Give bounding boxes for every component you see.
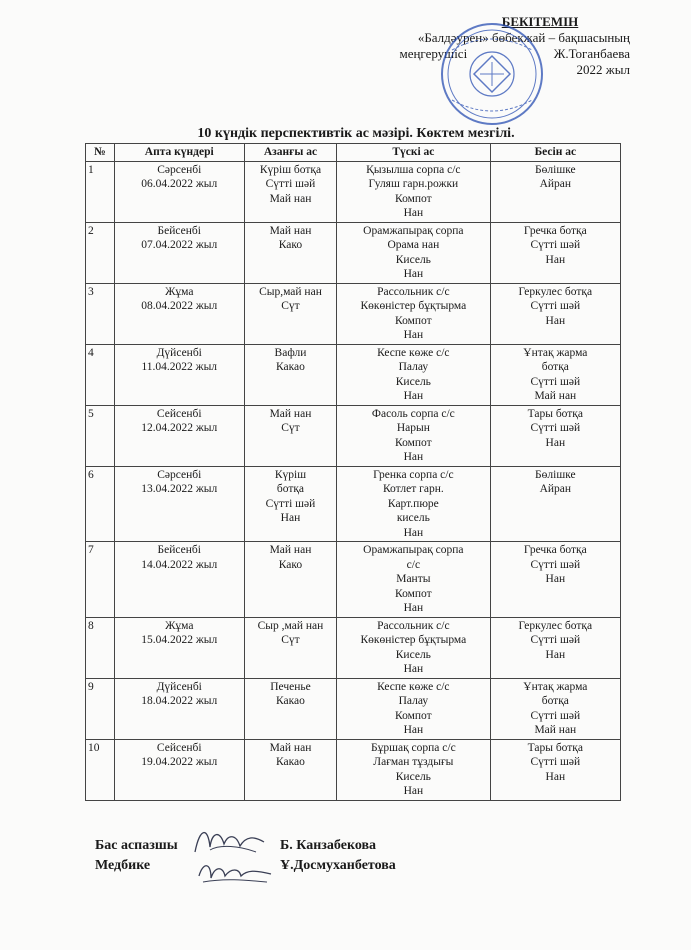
cell-line: Нан xyxy=(403,785,424,797)
signature-role: Медбике xyxy=(95,858,151,873)
cell-line: Көкөністер бұқтырма xyxy=(360,634,467,646)
approval-line-1: «Балдәурен» бөбекжай – бақшасының xyxy=(417,30,630,45)
cell-snack xyxy=(490,405,620,466)
cell-line: Нан xyxy=(403,451,424,463)
table-row xyxy=(86,405,621,466)
table-header-row xyxy=(86,144,621,162)
cell-line: Нан xyxy=(403,329,424,341)
cell-line: Котлет гарн. xyxy=(382,483,444,495)
cell-number: 4 xyxy=(86,344,115,405)
cell-line: Какао xyxy=(276,695,305,707)
cell-line: Жұма xyxy=(165,285,194,298)
cell-snack xyxy=(490,542,620,618)
cell-line: Нан xyxy=(403,724,424,736)
table-row xyxy=(86,466,621,542)
cell-line: Тары ботқа xyxy=(527,407,584,420)
menu-table xyxy=(85,143,621,801)
cell-line: Манты xyxy=(396,573,431,585)
cell-line: Көкөністер бұқтырма xyxy=(360,300,467,312)
cell-line: Како xyxy=(278,558,303,571)
cell-line: Сыр,май нан xyxy=(259,285,322,298)
cell-line: Кисель xyxy=(395,648,431,661)
cell-breakfast xyxy=(244,678,336,739)
cell-line: 13.04.2022 жыл xyxy=(141,483,218,495)
cell-line: Нан xyxy=(403,602,424,614)
cell-line: Кеспе көже с/с xyxy=(377,346,450,359)
col-number: № xyxy=(86,144,115,162)
cell-line: Какао xyxy=(276,361,305,373)
cell-breakfast xyxy=(244,222,336,283)
table-row xyxy=(86,344,621,405)
cell-lunch xyxy=(337,283,491,344)
cell-line: Май нан xyxy=(534,724,577,736)
cell-snack xyxy=(490,678,620,739)
cell-breakfast xyxy=(244,617,336,678)
cell-line: Дүйсенбі xyxy=(156,346,202,359)
cell-line: Како xyxy=(278,239,303,251)
cell-line: Қызылша сорпа с/с xyxy=(366,163,461,176)
cell-line: кисель xyxy=(396,512,430,524)
cell-lunch xyxy=(337,222,491,283)
cell-breakfast xyxy=(244,344,336,405)
cell-line: Вафли xyxy=(274,346,307,359)
table-row xyxy=(86,739,621,800)
table-row xyxy=(86,161,621,222)
cell-number: 2 xyxy=(86,222,115,283)
cell-line: Гренка сорпа с/с xyxy=(373,468,454,481)
table-row xyxy=(86,222,621,283)
cell-line: Карт.пюре xyxy=(387,497,439,510)
cell-day xyxy=(114,739,244,800)
cell-day xyxy=(114,344,244,405)
cell-lunch xyxy=(337,617,491,678)
cell-line: Нан xyxy=(403,526,424,539)
signature-name: Б. Канзабекова xyxy=(280,838,377,853)
cell-line: Күріш xyxy=(274,468,307,481)
chef-signature-icon xyxy=(190,822,270,862)
cell-lunch xyxy=(337,678,491,739)
cell-line: Бөлішке xyxy=(535,468,576,481)
cell-line: Нарын xyxy=(396,422,430,434)
cell-line: Бейсенбі xyxy=(157,544,201,556)
col-day: Апта күндері xyxy=(114,144,244,162)
cell-line: Геркулес ботқа xyxy=(518,285,593,298)
cell-line: Палау xyxy=(398,361,429,373)
cell-lunch xyxy=(337,542,491,618)
cell-line: Кисель xyxy=(395,375,431,388)
cell-line: Сүтті шәй xyxy=(530,634,581,646)
table-row xyxy=(86,283,621,344)
cell-line: Нан xyxy=(545,770,566,783)
cell-day xyxy=(114,161,244,222)
cell-line: 15.04.2022 жыл xyxy=(141,634,218,646)
cell-line: Май нан xyxy=(269,224,312,237)
cell-number: 10 xyxy=(86,739,115,800)
cell-number: 1 xyxy=(86,161,115,222)
cell-snack xyxy=(490,344,620,405)
cell-line: Гуляш гарн.рожки xyxy=(368,178,459,190)
cell-line: Нан xyxy=(403,207,424,219)
cell-line: 14.04.2022 жыл xyxy=(141,558,218,571)
cell-line: Нан xyxy=(280,512,301,524)
cell-line: Нан xyxy=(545,648,566,661)
cell-line: Гречка ботқа xyxy=(523,544,587,556)
cell-line: Айран xyxy=(539,178,572,190)
table-row xyxy=(86,617,621,678)
cell-line: Компот xyxy=(395,709,432,722)
cell-number: 3 xyxy=(86,283,115,344)
cell-line: Нан xyxy=(545,436,566,449)
cell-snack xyxy=(490,283,620,344)
cell-breakfast xyxy=(244,466,336,542)
cell-day xyxy=(114,222,244,283)
cell-line: Нан xyxy=(545,314,566,327)
cell-number: 6 xyxy=(86,466,115,542)
cell-line: 18.04.2022 жыл xyxy=(141,695,218,707)
cell-line: Жұма xyxy=(165,619,194,632)
cell-breakfast xyxy=(244,739,336,800)
cell-line: Май нан xyxy=(269,192,312,205)
cell-snack xyxy=(490,222,620,283)
cell-line: ботқа xyxy=(276,483,305,495)
cell-line: Айран xyxy=(539,483,572,495)
cell-line: Рассольник с/с xyxy=(377,619,450,632)
cell-lunch xyxy=(337,466,491,542)
cell-line: Сейсенбі xyxy=(156,407,202,420)
cell-line: Бұршақ сорпа с/с xyxy=(371,741,456,754)
approval-title: БЕКІТЕМІН xyxy=(501,14,579,29)
cell-line: Нан xyxy=(403,268,424,280)
cell-snack xyxy=(490,739,620,800)
cell-line: Кисель xyxy=(395,253,431,266)
cell-lunch xyxy=(337,344,491,405)
approval-head-name: Ж.Тоганбаева xyxy=(553,46,630,61)
approval-line-3 xyxy=(330,62,630,78)
cell-line: Май нан xyxy=(269,407,312,420)
cell-line: Бөлішке xyxy=(535,163,576,176)
cell-line: Нан xyxy=(545,573,566,585)
cell-line: Сүт xyxy=(281,422,300,434)
cell-line: Нан xyxy=(403,390,424,402)
cell-line: Нан xyxy=(403,663,424,675)
cell-snack xyxy=(490,617,620,678)
signature-role: Бас аспазшы xyxy=(95,838,178,853)
approval-block xyxy=(330,14,630,78)
cell-line: Фасоль сорпа с/с xyxy=(371,407,455,420)
cell-number: 5 xyxy=(86,405,115,466)
cell-breakfast xyxy=(244,161,336,222)
cell-line: Тары ботқа xyxy=(527,741,584,754)
approval-position: меңгерушісі xyxy=(399,46,468,61)
cell-day xyxy=(114,405,244,466)
cell-line: Сүтті шәй xyxy=(530,756,581,768)
cell-day xyxy=(114,283,244,344)
cell-day xyxy=(114,678,244,739)
cell-line: 19.04.2022 жыл xyxy=(141,756,218,768)
cell-line: Компот xyxy=(395,587,432,600)
cell-line: ботқа xyxy=(541,695,569,707)
cell-line: 12.04.2022 жыл xyxy=(141,422,218,434)
cell-line: Май нан xyxy=(269,741,312,754)
cell-line: Сүтті шәй xyxy=(530,558,581,571)
table-row xyxy=(86,678,621,739)
cell-line: Компот xyxy=(395,192,432,205)
signature-name: Ұ.Досмуханбетова xyxy=(280,858,396,873)
cell-number: 9 xyxy=(86,678,115,739)
cell-line: Бейсенбі xyxy=(157,224,201,237)
approval-line-2 xyxy=(330,46,630,62)
cell-line: Күріш ботқа xyxy=(259,163,322,176)
cell-breakfast xyxy=(244,405,336,466)
cell-line: 07.04.2022 жыл xyxy=(141,239,218,251)
cell-line: Нан xyxy=(545,253,566,266)
cell-line: Сүтті шәй xyxy=(530,422,581,434)
col-snack: Бесін ас xyxy=(490,144,620,162)
cell-line: Ұнтақ жарма xyxy=(523,346,588,359)
cell-line: Сүтті шәй xyxy=(265,178,316,190)
col-breakfast: Азанғы ас xyxy=(244,144,336,162)
cell-line: Компот xyxy=(395,314,432,327)
cell-line: 11.04.2022 жыл xyxy=(141,361,218,373)
cell-line: Сүтті шәй xyxy=(530,239,581,251)
cell-number: 8 xyxy=(86,617,115,678)
nurse-signature-icon xyxy=(195,858,275,888)
cell-number: 7 xyxy=(86,542,115,618)
col-lunch: Түскі ас xyxy=(337,144,491,162)
cell-line: Кеспе көже с/с xyxy=(377,680,450,693)
cell-breakfast xyxy=(244,283,336,344)
cell-line: Сүтті шәй xyxy=(530,709,581,722)
cell-line: Кисель xyxy=(395,770,431,783)
cell-snack xyxy=(490,466,620,542)
cell-line: Орамжапырақ сорпа xyxy=(363,544,464,556)
cell-line: Сүтті шәй xyxy=(530,375,581,388)
cell-line: Сәрсенбі xyxy=(157,468,202,481)
cell-line: Сәрсенбі xyxy=(157,163,202,176)
cell-snack xyxy=(490,161,620,222)
cell-day xyxy=(114,466,244,542)
cell-line: 08.04.2022 жыл xyxy=(141,300,218,312)
cell-lunch xyxy=(337,161,491,222)
cell-day xyxy=(114,542,244,618)
cell-line: Дүйсенбі xyxy=(156,680,202,693)
cell-lunch xyxy=(337,739,491,800)
approval-year: 2022 жыл xyxy=(576,62,630,77)
table-row xyxy=(86,542,621,618)
cell-line: Палау xyxy=(398,695,429,707)
cell-line: Рассольник с/с xyxy=(377,285,450,298)
cell-line: Лағман тұздығы xyxy=(373,756,454,768)
cell-line: с/с xyxy=(406,558,421,571)
cell-line: Май нан xyxy=(534,390,577,402)
cell-line: Орамжапырақ сорпа xyxy=(363,224,464,237)
cell-line: Компот xyxy=(395,436,432,449)
cell-line: Сейсенбі xyxy=(156,741,202,754)
menu-table-body xyxy=(86,161,621,800)
cell-lunch xyxy=(337,405,491,466)
cell-line: 06.04.2022 жыл xyxy=(141,178,218,190)
cell-line: ботқа xyxy=(541,361,569,373)
cell-line: Орама нан xyxy=(387,239,440,251)
cell-line: Май нан xyxy=(269,544,312,556)
page-title: 10 күндік перспективтік ас мәзірі. Көктем мезгілі. xyxy=(197,126,515,141)
cell-day xyxy=(114,617,244,678)
cell-line: Геркулес ботқа xyxy=(518,619,593,632)
cell-line: Ұнтақ жарма xyxy=(523,680,588,693)
cell-line: Сүт xyxy=(281,634,300,646)
cell-breakfast xyxy=(244,542,336,618)
cell-line: Сүтті шәй xyxy=(530,300,581,312)
cell-line: Гречка ботқа xyxy=(523,224,587,237)
cell-line: Сүт xyxy=(281,300,300,312)
cell-line: Какао xyxy=(276,756,305,768)
cell-line: Сүтті шәй xyxy=(265,497,316,510)
cell-line: Сыр ,май нан xyxy=(257,619,324,632)
cell-line: Печенье xyxy=(270,680,311,693)
